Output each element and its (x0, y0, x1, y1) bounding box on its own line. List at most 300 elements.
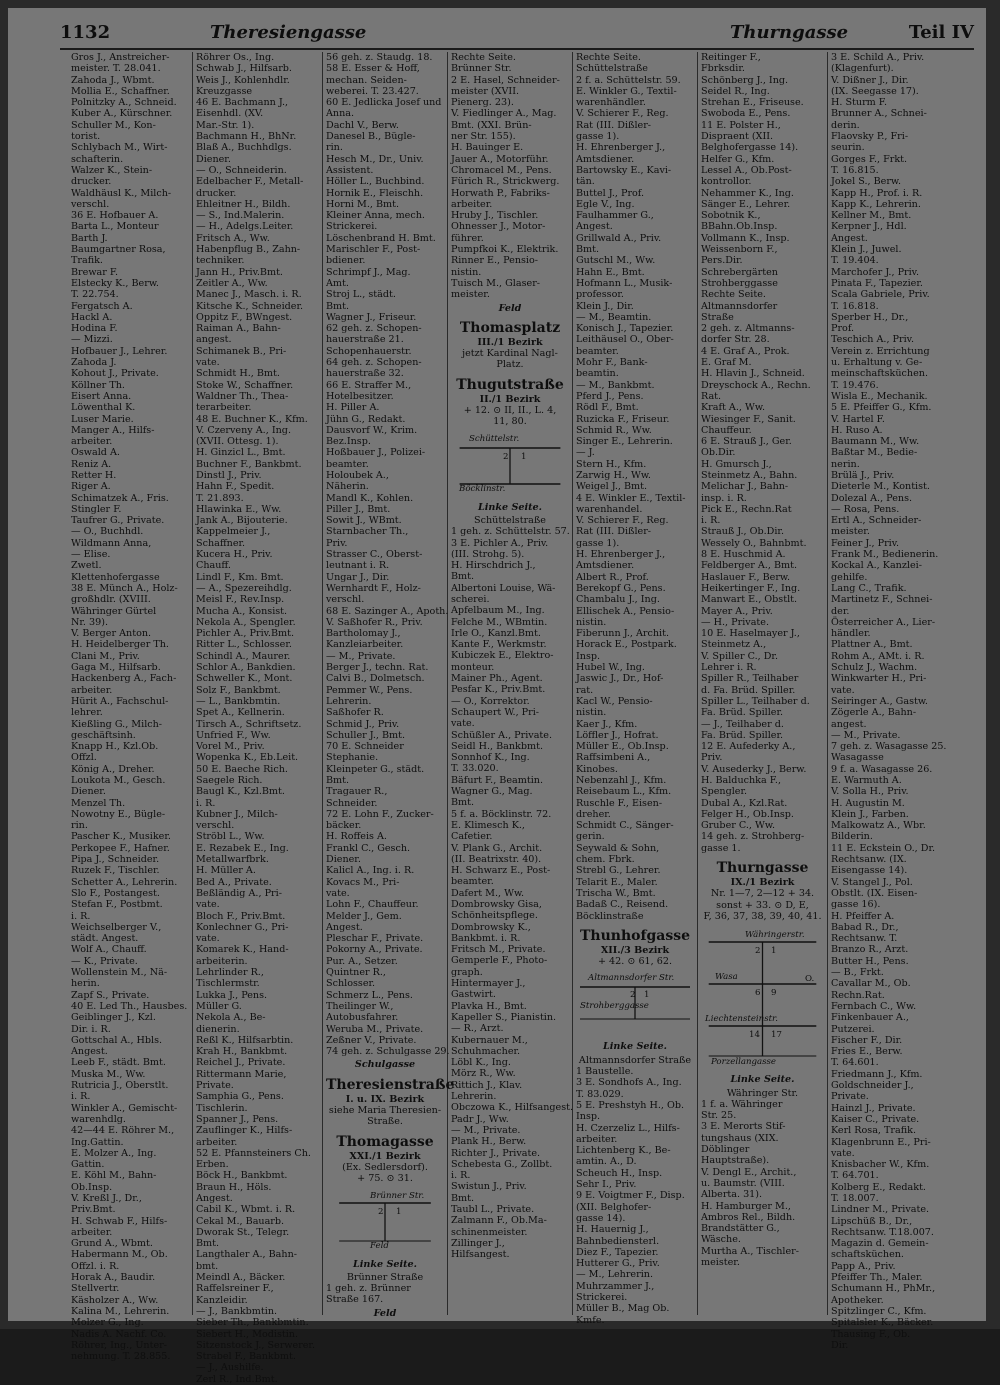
column-4-entries-top (451, 52, 569, 301)
entry-line: d. Fa. Brüd. Spiller. (701, 684, 796, 696)
entry-line: Kaiser C., Private. (831, 1113, 920, 1125)
entry-line: Spet A., Kellnerin. (196, 707, 285, 719)
entry-line: Telarit E., Maler. (576, 876, 658, 888)
entry-line: Holoubek A., (326, 469, 389, 481)
entry-line: 1 Baustelle. (576, 1066, 634, 1078)
entry-line: schinenmeister. (451, 1226, 528, 1238)
entry-line: 3 E. Merorts Stif- (701, 1121, 786, 1133)
entry-line: Molzer G., Ing. (71, 1317, 144, 1329)
codes-thunhofgasse: + 42. ⊙ 61, 62. (597, 956, 673, 968)
entry-line: Schulz J., Wachm. (831, 662, 918, 674)
entry-line: Wagner J., Friseur. (326, 311, 417, 323)
entry-line: Eisenhdl. (XV. (196, 108, 264, 120)
codes-thomagasse: + 75. ⊙ 31. (357, 1173, 413, 1185)
entry-line: Putzerei. (831, 1023, 875, 1035)
entry-line: — L., Bankbmtin. (196, 695, 281, 707)
entry-line: meister. T. 28.041. (71, 63, 161, 75)
entry-line: Waldhäusl K., Milch- (71, 187, 172, 199)
side-street-thomagasse: Brünner Straße (346, 1271, 424, 1283)
entry-line: Prof. (831, 323, 855, 335)
entry-line: 50 E. Baeche Rich. (196, 763, 288, 775)
entry-line: Lichtenberg K., Be- (576, 1145, 671, 1157)
entry-line: Rechtsanw. T. (831, 933, 898, 945)
entry-line: T. 64.701. (831, 1170, 879, 1182)
entry-line: Ertl A., Schneider- (831, 515, 922, 527)
note-thomasplatz-1: jetzt Kardinal Nagl- (462, 348, 558, 360)
entry-line: Hahn F., Spedit. (196, 481, 275, 493)
entry-line: bäcker. (326, 820, 362, 832)
plan-number-2: 2 (503, 451, 509, 462)
entry-line: Schumann H., PhMr., (831, 1283, 936, 1295)
entry-line: Amt. (326, 277, 349, 289)
entry-line: Weissenborn F., (701, 244, 778, 256)
note-thomasplatz-2: Platz. (496, 359, 524, 371)
entry-line: chem. Fbrk. (576, 854, 635, 866)
entry-line: Strebl G., Lehrer. (576, 865, 661, 877)
entry-line: Kellner M., Bmt. (831, 210, 912, 222)
entry-line: T. 64.601. (831, 1057, 879, 1069)
entry-line: Dombrowsky K., (451, 921, 531, 933)
entry-line: Hintermayer J., (451, 978, 526, 990)
entry-line: Baumann M., Ww. (831, 436, 920, 448)
entry-line: — H., Adelgs.Leiter. (196, 221, 294, 233)
entry-line: E. Winkler G., Textil- (576, 85, 677, 97)
entry-line: 3 E. Pichler A., Priv. (451, 537, 549, 549)
entry-line: Goldschneider J., (831, 1080, 914, 1092)
entry-line: Wasagasse (831, 752, 884, 764)
entry-line: Lindl F., Km. Bmt. (196, 571, 284, 583)
entry-line: Loukota M., Gesch. (71, 775, 166, 786)
entry-line: Insp. (576, 1111, 601, 1123)
entry-line: Ob.Dir. (701, 447, 736, 459)
entry-line: Hruby J., Tischler. (451, 210, 539, 222)
note-theresienstrasse-2: Straße. (367, 1116, 403, 1128)
entry-line: rin. (71, 820, 88, 832)
entry-line: Obstlt. (IX. Eisen- (831, 887, 918, 899)
entry-line: Kolberg E., Redakt. (831, 1181, 926, 1193)
entry-line: 11 E. Polster H., (701, 119, 781, 131)
thomagasse-entry-2: Straße 167. (326, 1294, 384, 1306)
entry-line: Steinmetz A., (701, 639, 767, 651)
entry-line: Rechte Seite. (576, 52, 641, 63)
entry-line: — R., Arzt. (451, 1023, 504, 1035)
entry-line: Hotelbesitzer. (326, 390, 394, 402)
entry-line: 3 E. Schild A., Priv. (831, 52, 925, 63)
entry-line: Zauflinger K., Hilfs- (196, 1125, 293, 1137)
entry-line: graph. (451, 966, 483, 978)
entry-line: Nowotny E., Bügle- (71, 808, 166, 820)
entry-line: gasse 16). (831, 899, 881, 911)
entry-line: Schlybach M., Wirt- (71, 142, 168, 154)
entry-line: vate. (451, 718, 475, 730)
entry-line: nerin. (831, 458, 860, 470)
entry-line: Cabil K., Wbmt. i. R. (196, 1204, 296, 1216)
entry-line: Felger H., Ob.Insp. (701, 808, 794, 820)
entry-line: vate. (196, 899, 220, 911)
entry-line: Spengler. (701, 786, 748, 798)
entry-line: 40 E. Led Th., Hausbes. (71, 1000, 188, 1012)
entry-line: Jühn G., Redakt. (326, 413, 406, 425)
entry-line: Spiller L., Teilhaber d. (701, 695, 810, 707)
entry-line: Rödl F., Bmt. (576, 402, 639, 414)
entry-line: Perkopee F., Hafner. (71, 842, 170, 854)
entry-line: Cafetier. (451, 831, 493, 843)
entry-line: Unfried F., Ww. (196, 729, 271, 741)
entry-line: V. Czerveny A., Ing. (196, 424, 291, 436)
entry-line: Löschenbrand H. Bmt. (326, 232, 436, 244)
entry-line: Bahnbediensterl. (576, 1235, 660, 1247)
entry-line: T. 22.754. (71, 289, 119, 301)
entry-line: Nekola A., Spengler. (196, 616, 296, 628)
plan-number-2: 2 (755, 946, 761, 957)
entry-line: 1 f. a. Währinger (701, 1098, 783, 1110)
entry-line: Löffler J., Hofrat. (576, 729, 659, 741)
entry-line: Meisl F., Rev.Insp. (196, 594, 285, 606)
entry-line: bmt. (196, 1260, 219, 1272)
plan-marker-o: O. (805, 974, 815, 985)
column-2 (193, 52, 323, 1385)
entry-line: arbeiter. (71, 684, 113, 696)
entry-line: Kanzleiarbeiter. (326, 639, 404, 651)
entry-line: Erben. (196, 1159, 229, 1171)
entry-line: Bmt. (451, 571, 475, 583)
entry-line: Sänger E., Lehrer. (701, 198, 791, 210)
entry-line: Ohnesser J., Motor- (451, 221, 546, 233)
entry-line: Oppitz F., BWngest. (196, 311, 293, 323)
entry-line: Swoboda E., Pens. (701, 108, 791, 120)
entry-line: Pienerg. 23). (451, 97, 514, 109)
entry-line: Kockal A., Kanzlei- (831, 560, 922, 572)
entry-line: arbeiter. (71, 1226, 113, 1238)
entry-line: Zahoda J., Wbmt. (71, 74, 155, 86)
entry-line: Flaovsky P., Fri- (831, 131, 909, 143)
entry-line: Kleiner Anna, mech. (326, 210, 425, 222)
entry-line: Strasser C., Oberst- (326, 549, 423, 561)
entry-line: H. Schwarz E., Post- (451, 865, 551, 877)
entry-line: Angest. (326, 921, 363, 933)
entry-line: Muska M., Ww. (71, 1068, 146, 1080)
entry-line: Pinata F., Tapezier. (831, 277, 923, 289)
entry-line: Altmannsdorfer (701, 300, 778, 312)
entry-line: — B., Frkt. (831, 967, 884, 979)
entry-line: V. Schierer F., Reg. (576, 515, 669, 527)
plan-street-liechtensteinstr: Liechtensteinstr. (705, 1014, 778, 1025)
entry-line: Leithäusel O., Ober- (576, 334, 674, 346)
entry-line: Starnbacher Th., (326, 526, 409, 538)
side-label-thomagasse: Linke Seite. (352, 1258, 417, 1270)
entry-line: Seywald & Sohn, (576, 842, 660, 854)
entry-line: Zapf S., Private. (71, 989, 150, 1001)
entry-line: Kraft A., Ww. (701, 402, 765, 414)
entry-line: Fürich R., Strickwerg. (451, 176, 560, 188)
entry-line: — O., Buchhdl. (71, 526, 144, 538)
entry-line: ner Str. 155). (451, 131, 516, 143)
entry-line: H. Hauernig J., (576, 1224, 649, 1236)
entry-line: Rat (III. Dißler- (576, 119, 652, 131)
entry-line: Schneider. (326, 797, 378, 809)
entry-line: Schlosser. (326, 978, 376, 990)
entry-line: Butter H., Pens. (831, 955, 909, 967)
entry-line: Priv.Bmt. (71, 1204, 116, 1216)
section-label-feld-2: Feld (498, 302, 522, 314)
entry-line: 5 E. Preshstyh H., Ob. (576, 1099, 685, 1111)
entry-line: Angest. (196, 1192, 233, 1204)
column-6-entries (701, 52, 824, 854)
entry-line: Rechtsanw. (IX. (831, 854, 907, 866)
entry-line: Berger J., techn. Rat. (326, 662, 429, 674)
entry-line: vate. (196, 933, 220, 945)
entry-line: Schrebergärten (701, 266, 778, 278)
entry-line: Dreyschock A., Rechn. (701, 379, 811, 391)
entry-line: Diener. (196, 153, 231, 165)
entry-line: Schüßler A., Private. (451, 729, 553, 741)
entry-line: Seidl H., Bankbmt. (451, 740, 543, 752)
entry-line: Albert R., Prof. (576, 571, 649, 583)
plan-number-6: 6 (755, 988, 761, 999)
entry-line: arbeiter. (451, 198, 493, 210)
entry-line: terarbeiter. (196, 402, 252, 414)
entry-line: Saßhofer R. (326, 707, 384, 719)
entry-line: Tuisch M., Glaser- (451, 277, 541, 289)
entry-line: Luser Marie. (71, 413, 134, 425)
entry-line: Stephanie. (326, 752, 379, 764)
entry-line: Zerl R., Ind.Bmt. (196, 1373, 278, 1385)
entry-line: Chromacel M., Pens. (451, 164, 552, 176)
entry-line: Währinger Gürtel (71, 605, 157, 617)
entry-line: Meindl A., Bäcker. (196, 1272, 286, 1284)
entry-line: Autobusfahrer. (326, 1012, 399, 1024)
entry-line: Rohm A., AMt. i. R. (831, 650, 925, 662)
entry-line: Bartholomay J., (326, 628, 401, 640)
entry-line: Walzer K., Stein- (71, 164, 153, 176)
entry-line: scherei. (451, 593, 490, 605)
entry-line: 62 geh. z. Schopen- (326, 323, 422, 335)
entry-line: angest. (831, 718, 867, 730)
entry-line: V. Solla H., Priv. (831, 786, 909, 798)
entry-line: weberei. T. 23.427. (326, 85, 419, 97)
entry-line: bdiener. (326, 255, 366, 267)
entry-line: hauerstraße 21. (326, 334, 404, 346)
entry-line: Manger A., Hilfs- (71, 424, 155, 436)
entry-line: beamter. (326, 458, 369, 470)
side-street-thurngasse: Währinger Str. (726, 1087, 799, 1099)
entry-line: nehmung. T. 28.855. (71, 1351, 171, 1363)
entry-line: Winkwarter H., Pri- (831, 673, 927, 685)
entry-line: warenhdlg. (71, 1113, 126, 1125)
section-label-feld: Feld (373, 1307, 397, 1319)
entry-line: Seidel R., Ing. (701, 85, 770, 97)
entry-line: H. Pfeiffer A. (831, 910, 895, 922)
entry-line: schaftsküchen. (831, 1249, 904, 1261)
entry-line: verschl. (196, 820, 235, 832)
entry-line: rin. (326, 142, 343, 154)
entry-line: 42—44 E. Röhrer M., (71, 1125, 175, 1137)
entry-line: Cavallar M., Ob. (831, 978, 911, 990)
entry-line: verschl. (326, 594, 365, 606)
entry-line: H. Bauinger E. (451, 142, 524, 154)
codes-thurngasse-2: sonst + 33. ⊙ D, E, (716, 899, 809, 911)
entry-line: Gorges F., Frkt. (831, 153, 908, 165)
entry-line: 12 E. Aufederky A., (701, 741, 796, 753)
entry-line: Muhrzammer J., (576, 1280, 655, 1292)
entry-line: Wessely O., Bahnbmt. (701, 537, 807, 549)
codes-thugutstrasse-2: 11, 80. (493, 416, 527, 428)
entry-line: Reitinger F., (701, 52, 761, 63)
entry-line: Wiesinger F., Sanit. (701, 413, 796, 425)
entry-line: Mohr F., Bank- (576, 357, 648, 369)
entry-line: Grillwald A., Priv. (576, 232, 662, 244)
entry-line: Fritsch A., Ww. (196, 232, 270, 244)
entry-line: Wopenka K., Eb.Leit. (196, 752, 299, 764)
entry-line: Schüttelstraße (576, 63, 648, 75)
entry-line: Beßländig A., Pri- (196, 887, 282, 899)
entry-line: Lukka J., Pens. (196, 989, 268, 1001)
entry-line: Apotheker. (831, 1294, 884, 1306)
entry-line: Gastwirt. (451, 989, 496, 1001)
entry-line: Müller E., Ob.Insp. (576, 741, 669, 753)
entry-line: Weruba M., Private. (326, 1023, 424, 1035)
entry-line: E. Graf M. (701, 357, 752, 369)
entry-line: 46 E. Bachmann J., (196, 97, 289, 109)
entry-line: Eisengasse 14). (831, 865, 908, 877)
entry-line: meister. (451, 289, 490, 301)
entry-line: — M., Private. (451, 1124, 521, 1136)
entry-line: H. Heidelberger Th. (71, 639, 169, 651)
street-plan-thugutstrasse (455, 434, 565, 496)
entry-line: Ströbl L., Ww. (196, 831, 265, 843)
entry-line: Müller B., Mag Ob. (576, 1303, 670, 1315)
entry-line: Slo F., Postangest. (71, 887, 160, 899)
entry-line: Schuhmacher. (451, 1045, 521, 1057)
entry-line: Padr J., Ww. (451, 1113, 509, 1125)
entry-line: mechan. Seiden- (326, 74, 407, 86)
entry-line: Theilinger W., (326, 1000, 394, 1012)
column-7-entries (831, 52, 989, 1351)
entry-line: Kießling G., Milch- (71, 718, 163, 730)
entry-line: 2 f. a. Schüttelstr. 59. (576, 74, 681, 86)
entry-line: tän. (576, 176, 595, 188)
entry-line: i. R. (701, 515, 721, 527)
entry-line: Kapp H., Prof. i. R. (831, 187, 923, 199)
entry-line: H. Piller A. (326, 402, 380, 414)
entry-line: Wisla E., Mechanik. (831, 390, 928, 402)
entry-line: (II. Beatrixstr. 40). (451, 853, 542, 865)
plan-street-porzellangasse: Porzellangasse (711, 1056, 777, 1067)
entry-line: Mucha A., Konsist. (196, 605, 288, 617)
entry-line: Faulhammer G., (576, 210, 654, 222)
column-5-entries (576, 52, 694, 922)
column-6-entries-bottom (701, 1099, 824, 1268)
entry-line: Jank A., Bijouterie. (196, 515, 288, 527)
bezirk-thomagasse: XXI./1 Bezirk (349, 1150, 421, 1162)
entry-line: Hoßbauer J., Polizei- (326, 447, 426, 459)
entry-line: E. Molzer A., Ing. (71, 1147, 157, 1159)
entry-line: (XII. Belghofer- (576, 1201, 652, 1213)
entry-line: Weigel J., Bmt. (576, 481, 648, 493)
entry-line: Dispraent (XII. (701, 131, 774, 143)
entry-line: Schmid R., Ww. (576, 424, 652, 436)
entry-line: Seiringer A., Gastw. (831, 695, 928, 707)
entry-line: Fritsch M., Private. (451, 944, 546, 956)
plan-number-2: 2 (630, 990, 636, 1001)
entry-line: Helfer G., Kfm. (701, 153, 775, 165)
entry-line: Hofbauer J., Lehrer. (71, 345, 168, 357)
entry-line: Str. 25. (701, 1110, 737, 1122)
entry-line: Nr. 39). (71, 616, 109, 628)
entry-line: Teschich A., Priv. (831, 334, 914, 346)
entry-line: Fiberunn J., Archit. (576, 628, 670, 640)
entry-line: Jaswic J., Dr., Hof- (576, 673, 664, 685)
entry-line: Pfeiffer Th., Maler. (831, 1272, 923, 1284)
entry-line: 10 E. Haselmayer J., (701, 628, 800, 640)
thomagasse-entry-1: 1 geh. z. Brünner (326, 1283, 411, 1295)
entry-line: H. Ginzicl L., Bmt. (196, 447, 286, 459)
street-title-thomagasse: Thomagasse (336, 1133, 434, 1150)
entry-line: V. Kreßl J., Dr., (71, 1192, 142, 1204)
entry-line: Hubel W., Ing. (576, 662, 645, 674)
entry-line: Horack E., Postpark. (576, 639, 677, 651)
entry-line: 5 f. a. Böcklinstr. 72. (451, 808, 552, 820)
entry-line: (XVII. Ottesg. 1). (196, 436, 279, 448)
entry-line: Stroj L., städt. (326, 289, 396, 301)
entry-line: — M., Beamtin. (576, 311, 652, 323)
entry-line: professor. (576, 289, 624, 301)
entry-line: Schweller K., Mont. (196, 673, 293, 685)
plan-lines-thurngasse (705, 928, 820, 1068)
entry-line: Rittermann Marie, (196, 1068, 287, 1080)
entry-line: Pesfar K., Priv.Bmt. (451, 684, 546, 696)
entry-line: Diez F., Tapezier. (576, 1246, 659, 1258)
entry-line: i. R. (196, 797, 216, 809)
entry-line: Sitzenstock J., Serwerer. (196, 1339, 316, 1351)
entry-line: meister (XVII. (451, 85, 520, 97)
entry-line: Irle O., Kanzl.Bmt. (451, 627, 541, 639)
entry-line: Vollmann K., Insp. (701, 232, 790, 244)
header-right-street: Thurngasse (730, 22, 849, 43)
entry-line: Frank M., Bedienerin. (831, 549, 939, 561)
entry-line: Zeitler A., Ww. (196, 277, 268, 289)
entry-line: Hainzl J., Private. (831, 1102, 916, 1114)
entry-line: schafterin. (71, 153, 124, 165)
column-1-entries (71, 52, 189, 1362)
entry-line: Kanzleidir. (196, 1294, 248, 1306)
entry-line: Fischer F., Dir. (831, 1034, 903, 1046)
entry-line: Kapeller S., Pianistin. (451, 1011, 557, 1023)
entry-line: Samphia G., Pens. (196, 1091, 284, 1103)
column-7 (828, 52, 992, 1351)
entry-line: Kovacs M., Pri- (326, 876, 400, 888)
entry-line: Pers.Dir. (701, 255, 743, 267)
entry-line: Baumgartner Rosa, (71, 244, 166, 256)
entry-line: Kubner J., Milch- (196, 808, 278, 820)
entry-line: V. Schierer F., Reg. (576, 108, 669, 120)
entry-line: Kleinpeter G., städt. (326, 763, 425, 775)
entry-line: Ruzek F., Tischler. (71, 865, 160, 877)
entry-line: Stoke W., Schaffner. (196, 379, 294, 391)
entry-line: Jokel S., Berw. (831, 176, 902, 188)
entry-line: Amtsdiener. (576, 560, 635, 572)
entry-line: Angest. (71, 1046, 108, 1058)
entry-line: Bmt. (XXI. Brün- (451, 119, 532, 131)
entry-line: Feiner J., Priv. (831, 537, 900, 549)
entry-line: Buchner F., Bankbmt. (196, 458, 302, 470)
street-title-thunhofgasse: Thunhofgasse (579, 927, 691, 944)
entry-line: verschl. (71, 198, 110, 210)
entry-line: lehrer. (71, 707, 103, 719)
entry-line: Schopenhauerstr. (326, 345, 412, 357)
entry-line: Thausing F., Ob. (831, 1328, 911, 1340)
entry-line: Martinetz F., Schnei- (831, 594, 933, 606)
